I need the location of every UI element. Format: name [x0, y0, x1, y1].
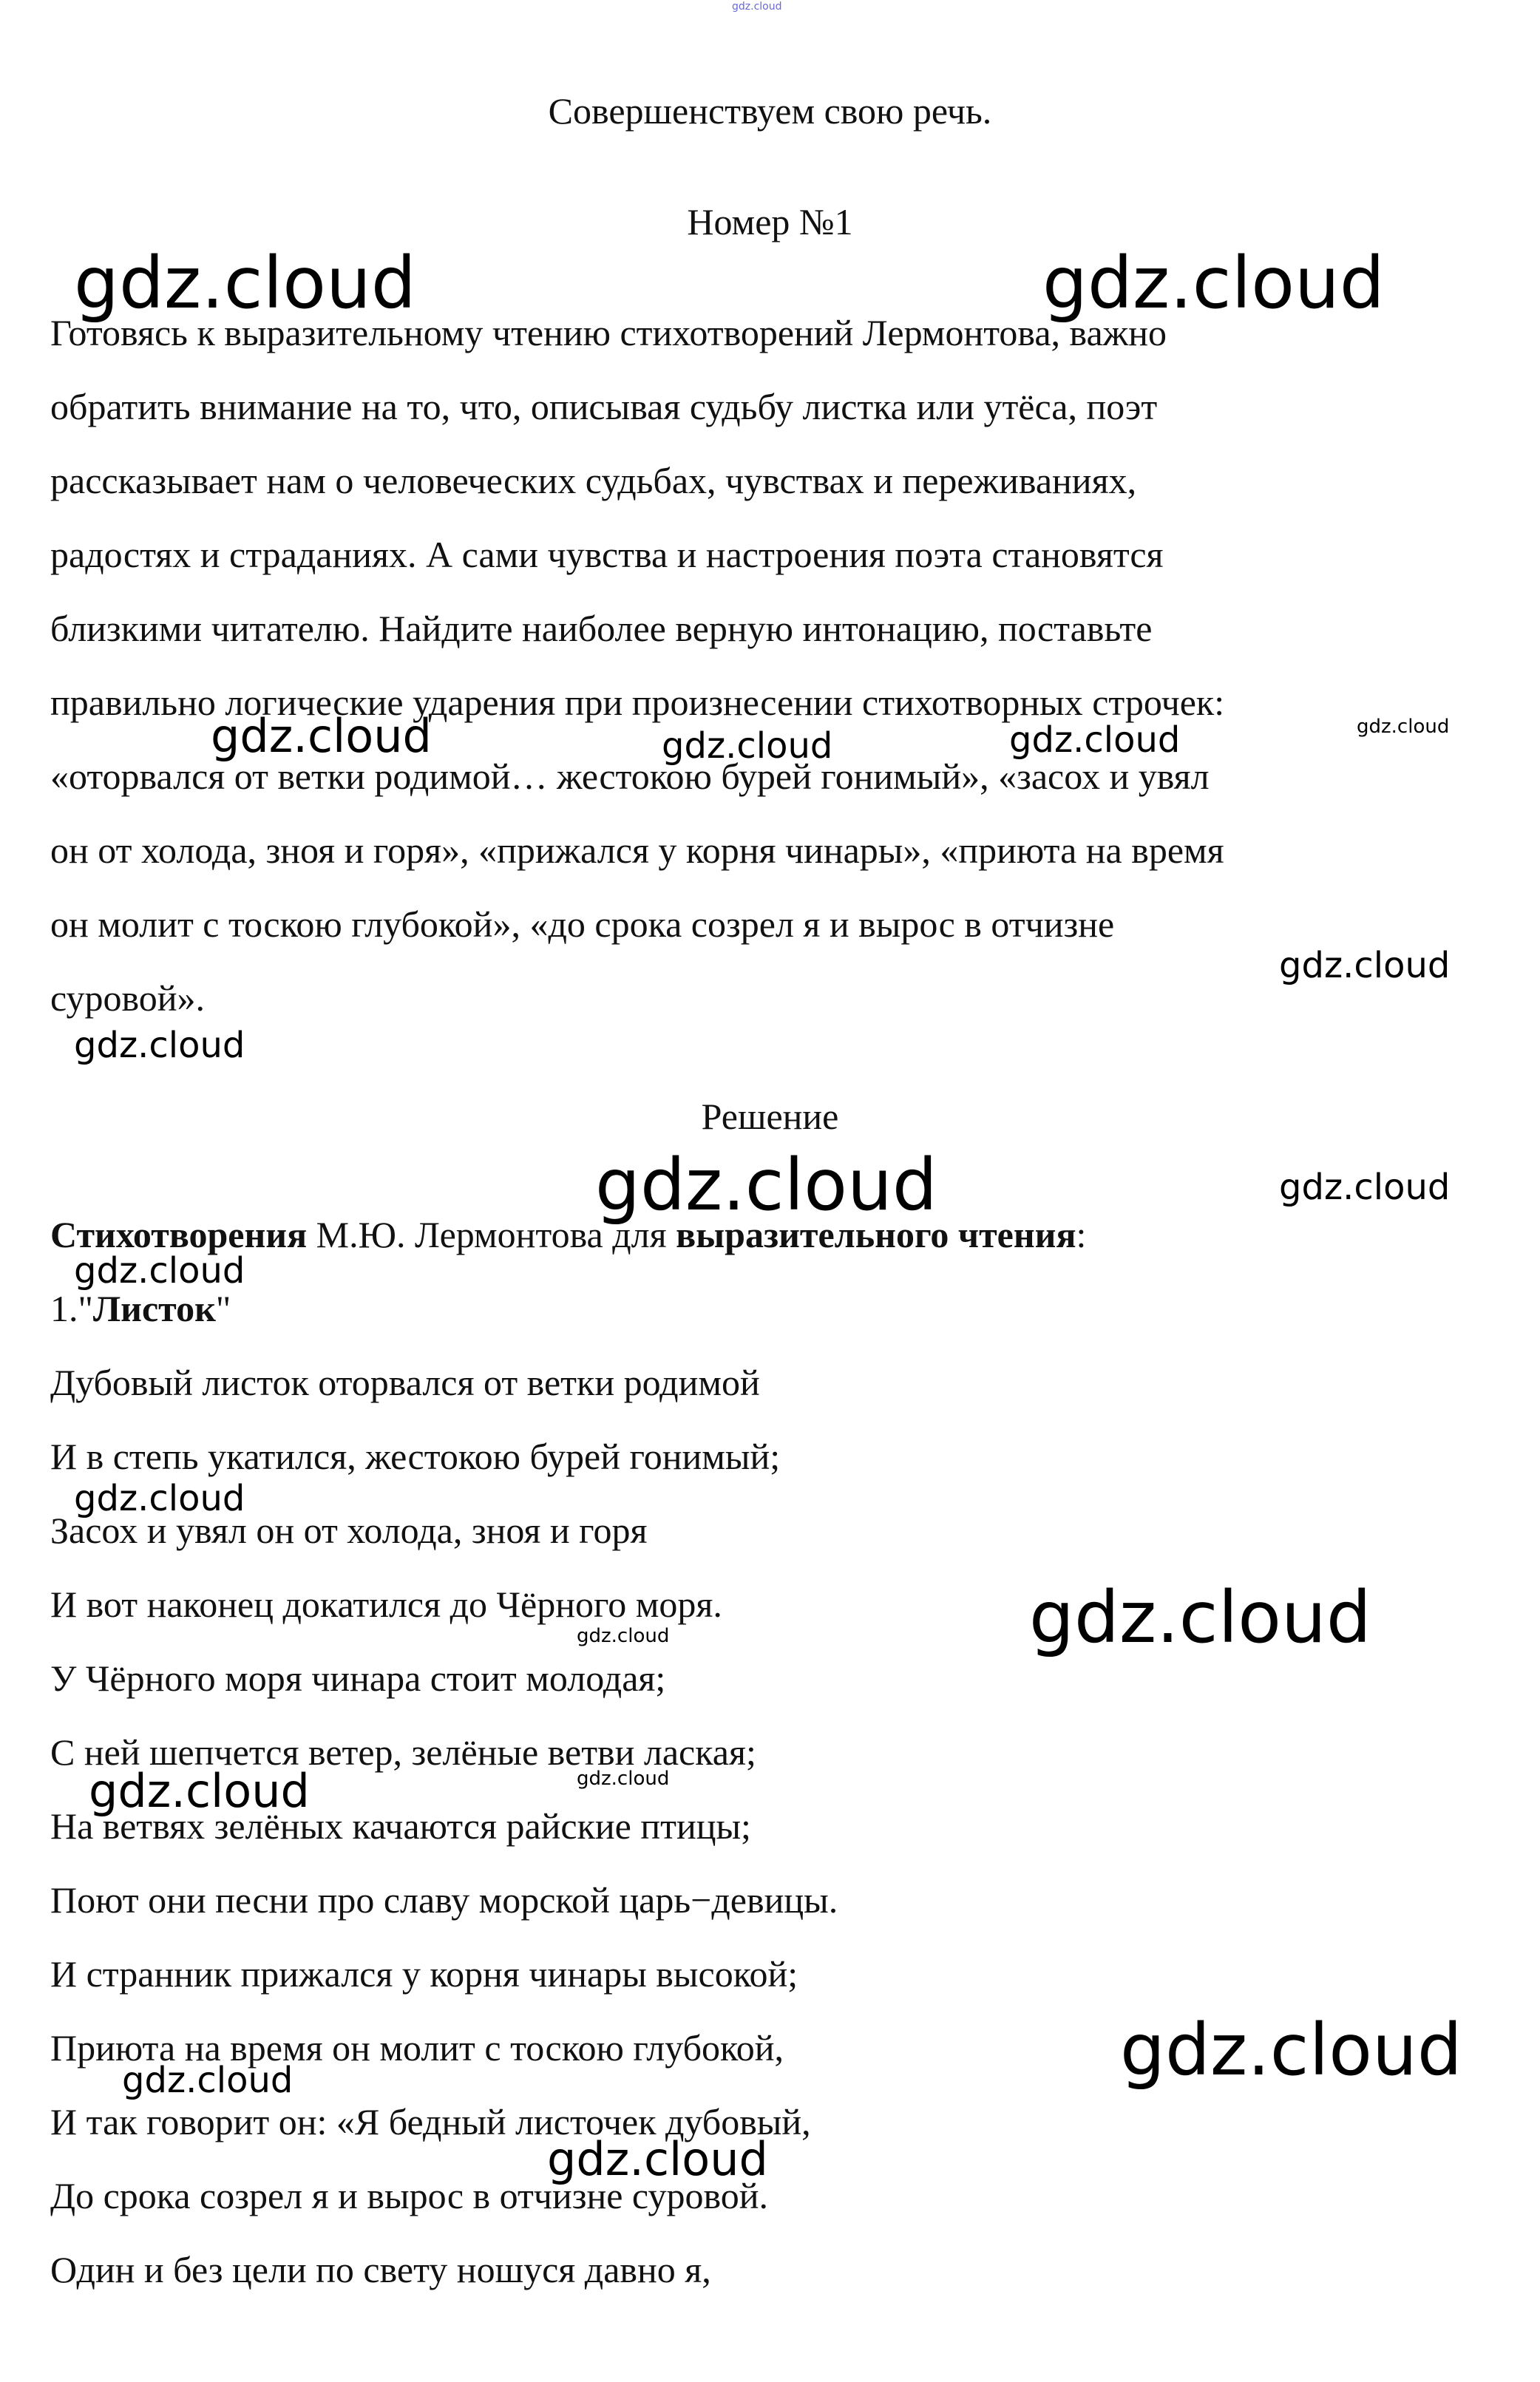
task-line: «оторвался от ветки родимой… жестокою бурей гонимый», «засох и увял — [50, 756, 1210, 797]
task-line: Готовясь к выразительному чтению стихотворений Лермонтова, важно — [50, 312, 1167, 353]
task-line: обратить внимание на то, что, описывая судьбу листка или утёса, поэт — [50, 386, 1158, 427]
poem-line: Один и без цели по свету ношуся давно я, — [50, 2249, 711, 2290]
poem-line: На ветвях зелёных качаются райские птицы; — [50, 1805, 751, 1847]
poem-line: До срока созрел я и вырос в отчизне суровой. — [50, 2175, 768, 2216]
solution-intro-text: М.Ю. Лермонтова для — [307, 1214, 676, 1255]
watermark: gdz.cloud — [74, 1250, 245, 1292]
watermark: gdz.cloud — [1029, 1576, 1371, 1659]
watermark: gdz.cloud — [1120, 2009, 1462, 2091]
poem-line: Приюта на время он молит с тоскою глубокой, — [50, 2027, 784, 2069]
poem-line: С ней шепчется ветер, зелёные ветви лаская; — [50, 1731, 756, 1773]
solution-intro-text: : — [1076, 1214, 1087, 1255]
watermark: gdz.cloud — [1357, 716, 1450, 738]
watermark: gdz.cloud — [122, 2060, 294, 2101]
poem-number: 1." — [50, 1288, 93, 1329]
watermark: gdz.cloud — [89, 1764, 310, 1818]
watermark: gdz.cloud — [1279, 945, 1451, 986]
solution-heading: Решение — [701, 1096, 839, 1137]
task-line: он от холода, зноя и горя», «прижался у корня чинары», «приюта на время — [50, 829, 1224, 871]
watermark: gdz.cloud — [577, 1625, 670, 1647]
watermark: gdz.cloud — [74, 1478, 245, 1519]
poem-line: Засох и увял он от холода, зноя и горя — [50, 1510, 648, 1551]
poem-title-quote: " — [215, 1288, 231, 1329]
task-line: близкими читателю. Найдите наиболее верную интонацию, поставьте — [50, 608, 1153, 649]
solution-intro-bold: выразительного чтения — [676, 1214, 1076, 1255]
poem-name: Листок — [92, 1288, 216, 1329]
poem-line: И странник прижался у корня чинары высокой; — [50, 1953, 798, 1995]
watermark: gdz.cloud — [732, 1, 782, 13]
watermark: gdz.cloud — [595, 1144, 937, 1226]
task-number: Номер №1 — [687, 201, 853, 242]
poem-line: Дубовый листок оторвался от ветки родимой — [50, 1362, 760, 1403]
poem-line: И вот наконец докатился до Чёрного моря. — [50, 1584, 722, 1625]
watermark: gdz.cloud — [577, 1768, 670, 1790]
poem-line: Поют они песни про славу морской царь−девицы. — [50, 1879, 838, 1921]
poem-line: И в степь укатился, жестокою бурей гонимый; — [50, 1436, 781, 1477]
task-line: он молит с тоскою глубокой», «до срока созрел я и вырос в отчизне — [50, 903, 1115, 945]
poem-line: У Чёрного моря чинара стоит молодая; — [50, 1657, 666, 1699]
watermark: gdz.cloud — [74, 242, 416, 325]
watermark: gdz.cloud — [1279, 1167, 1451, 1208]
page-title: Совершенствуем свою речь. — [548, 90, 992, 132]
watermark: gdz.cloud — [547, 2132, 768, 2186]
watermark: gdz.cloud — [211, 709, 432, 763]
watermark: gdz.cloud — [1009, 719, 1181, 761]
watermark: gdz.cloud — [1042, 242, 1385, 325]
poem-line: И так говорит он: «Я бедный листочек дубовый, — [50, 2101, 811, 2142]
task-line: рассказывает нам о человеческих судьбах, чувствах и переживаниях, — [50, 460, 1137, 501]
solution-intro-bold: Стихотворения — [50, 1214, 308, 1255]
task-line: правильно логические ударения при произнесении стихотворных строчек: — [50, 682, 1225, 723]
poem-title — [50, 1286, 231, 1331]
task-line: суровой». — [50, 977, 206, 1019]
task-line: радостях и страданиях. А сами чувства и настроения поэта становятся — [50, 534, 1164, 575]
watermark: gdz.cloud — [74, 1025, 245, 1066]
watermark: gdz.cloud — [662, 725, 833, 767]
